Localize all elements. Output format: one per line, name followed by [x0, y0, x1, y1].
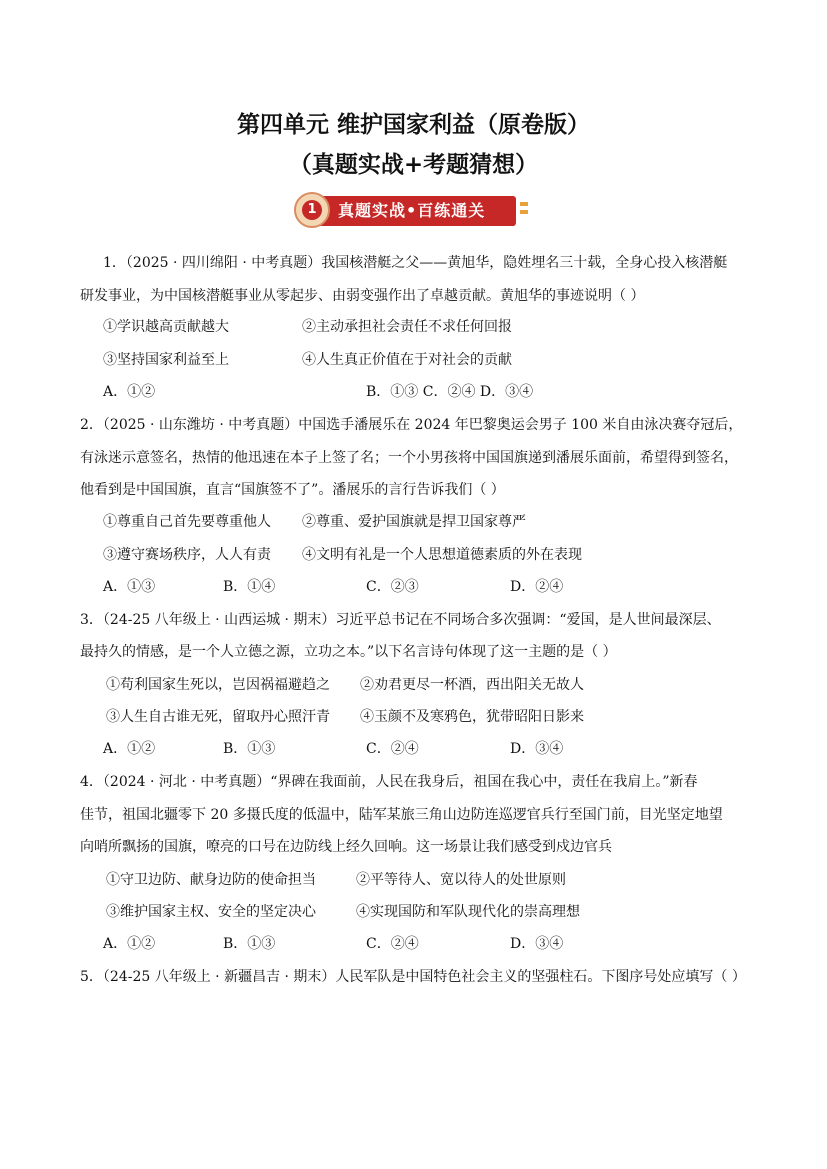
question-2-line-2: 有泳迷示意签名，热情的他迅速在本子上签了名；一个小男孩将中国国旗递到潘展乐面前，希望得到签名，	[80, 450, 738, 466]
statement-4-1: ①守卫边防、献身边防的使命担当	[106, 872, 316, 888]
option-2-b[interactable]: B．①④	[223, 579, 276, 595]
option-2-d[interactable]: D．②④	[510, 579, 564, 595]
statement-3-2: ②劝君更尽一杯酒，西出阳关无故人	[360, 677, 584, 693]
question-4-line-3: 向哨所飘扬的国旗，嘹亮的口号在边防线上经久回响。这一场景让我们感受到戍边官兵	[80, 839, 612, 855]
statement-2-4: ④文明有礼是一个人思想道德素质的外在表现	[302, 547, 582, 563]
option-1-a[interactable]: A．①②	[103, 384, 156, 400]
section-number-badge	[294, 192, 330, 228]
option-2-a[interactable]: A．①③	[103, 579, 156, 595]
section-label: 真题实战•百练通关	[338, 201, 486, 220]
option-1-bcd[interactable]: B．①③ C．②④ D．③④	[366, 384, 534, 400]
question-1-line-2: 研发事业，为中国核潜艇事业从零起步、由弱变强作出了卓越贡献。黄旭华的事迹说明（ ）	[80, 288, 645, 304]
option-3-b[interactable]: B．①③	[223, 741, 276, 757]
statement-1-1: ①学识越高贡献越大	[103, 319, 229, 335]
statement-1-3: ③坚持国家利益至上	[103, 352, 229, 368]
statement-3-3: ③人生自古谁无死，留取丹心照汗青	[106, 709, 330, 725]
option-3-d[interactable]: D．③④	[510, 741, 564, 757]
statement-4-4: ④实现国防和军队现代化的崇高理想	[356, 904, 580, 920]
option-4-b[interactable]: B．①③	[223, 936, 276, 952]
question-4-line-1: 4．（2024 · 河北 · 中考真题）“界碑在我面前，人民在我身后，祖国在我心中，责任在我肩上。”新春	[80, 774, 698, 790]
section-number: 1	[302, 200, 322, 220]
question-3-line-2: 最持久的情感，是一个人立德之源，立功之本。”以下名言诗句体现了这一主题的是（ ）	[80, 644, 617, 660]
page-subtitle: （真题实战+考题猜想）	[288, 152, 539, 178]
page-title: 第四单元 维护国家利益（原卷版）	[236, 112, 590, 138]
statement-2-2: ②尊重、爱护国旗就是捍卫国家尊严	[302, 514, 526, 530]
statement-3-4: ④玉颜不及寒鸦色，犹带昭阳日影来	[360, 709, 584, 725]
question-1-line-1: 1．（2025 · 四川绵阳 · 中考真题）我国核潜艇之父——黄旭华，隐姓埋名三十载，全身心投入核潜艇	[103, 255, 728, 271]
option-3-a[interactable]: A．①②	[103, 741, 156, 757]
banner-decoration	[520, 210, 528, 214]
question-2-line-1: 2．（2025 · 山东潍坊 · 中考真题）中国选手潘展乐在 2024 年巴黎奥运会男子 100 米自由泳决赛夺冠后，	[80, 417, 743, 433]
option-4-d[interactable]: D．③④	[510, 936, 564, 952]
statement-4-3: ③维护国家主权、安全的坚定决心	[106, 904, 316, 920]
option-4-a[interactable]: A．①②	[103, 936, 156, 952]
question-2-line-3: 他看到是中国国旗，直言“国旗签不了”。潘展乐的言行告诉我们（ ）	[80, 482, 505, 498]
statement-2-3: ③遵守赛场秩序，人人有责	[103, 547, 271, 563]
statement-3-1: ①苟利国家生死以，岂因祸福避趋之	[106, 677, 330, 693]
question-3-line-1: 3．（24-25 八年级上 · 山西运城 · 期末）习近平总书记在不同场合多次强调：“爱国，是人世间最深层、	[80, 612, 721, 628]
option-4-c[interactable]: C．②④	[366, 936, 419, 952]
question-4-line-2: 佳节，祖国北疆零下 20 多摄氏度的低温中，陆军某旅三角山边防连巡逻官兵行至国门前，目光坚定地望	[80, 807, 723, 823]
option-2-c[interactable]: C．②③	[366, 579, 419, 595]
section-banner	[294, 192, 530, 230]
option-3-c[interactable]: C．②④	[366, 741, 419, 757]
statement-1-2: ②主动承担社会责任不求任何回报	[302, 319, 512, 335]
statement-2-1: ①尊重自己首先要尊重他人	[103, 514, 271, 530]
statement-4-2: ②平等待人、宽以待人的处世原则	[356, 872, 566, 888]
banner-decoration	[520, 202, 528, 206]
statement-1-4: ④人生真正价值在于对社会的贡献	[302, 352, 512, 368]
question-5-line-1: 5．（24-25 八年级上 · 新疆昌吉 · 期末）人民军队是中国特色社会主义的坚强柱石。下图序号处应填写（ ）	[80, 969, 746, 985]
